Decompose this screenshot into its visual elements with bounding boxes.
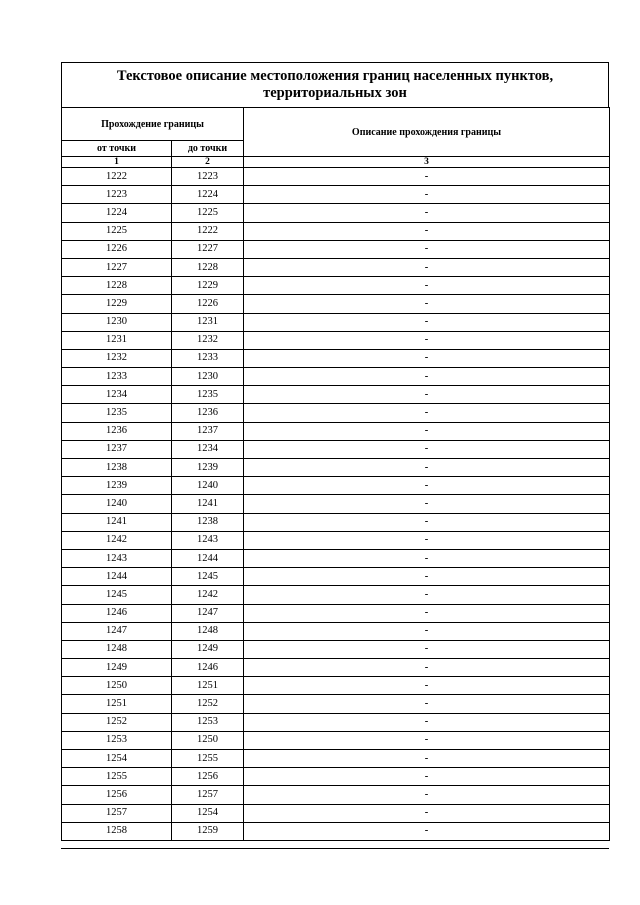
description-cell: -	[244, 731, 610, 749]
page-bottom-rule	[61, 848, 609, 849]
description-cell: -	[244, 495, 610, 513]
column-number-1: 1	[62, 157, 172, 168]
title-line-2: территориальных зон	[263, 85, 407, 101]
from-point-cell: 1250	[62, 677, 172, 695]
description-cell: -	[244, 822, 610, 840]
table-row	[62, 531, 610, 549]
from-point-cell: 1224	[62, 204, 172, 222]
description-cell: -	[244, 695, 610, 713]
to-point-cell: 1240	[172, 477, 244, 495]
from-point-cell: 1243	[62, 549, 172, 567]
to-point-cell: 1233	[172, 349, 244, 367]
table-row	[62, 695, 610, 713]
from-point-cell: 1246	[62, 604, 172, 622]
to-point-cell: 1236	[172, 404, 244, 422]
table-row	[62, 204, 610, 222]
to-point-cell: 1254	[172, 804, 244, 822]
table-row	[62, 240, 610, 258]
from-point-cell: 1252	[62, 713, 172, 731]
description-cell: -	[244, 640, 610, 658]
from-point-cell: 1242	[62, 531, 172, 549]
from-point-cell: 1245	[62, 586, 172, 604]
description-cell: -	[244, 786, 610, 804]
title-line-1: Текстовое описание местоположения границ населенных пунктов,	[116, 68, 554, 84]
table-row	[62, 313, 610, 331]
from-point-cell: 1251	[62, 695, 172, 713]
description-cell: -	[244, 168, 610, 186]
description-cell: -	[244, 258, 610, 276]
to-point-cell: 1246	[172, 659, 244, 677]
description-cell: -	[244, 368, 610, 386]
table-row	[62, 822, 610, 840]
from-point-cell: 1227	[62, 258, 172, 276]
to-point-cell: 1234	[172, 440, 244, 458]
from-point-cell: 1241	[62, 513, 172, 531]
description-cell: -	[244, 531, 610, 549]
to-point-cell: 1251	[172, 677, 244, 695]
description-cell: -	[244, 295, 610, 313]
from-point-cell: 1236	[62, 422, 172, 440]
from-point-cell: 1223	[62, 186, 172, 204]
description-cell: -	[244, 404, 610, 422]
table-row	[62, 768, 610, 786]
boundary-passage-header: Прохождение границы	[62, 108, 244, 141]
from-point-cell: 1231	[62, 331, 172, 349]
table-row	[62, 295, 610, 313]
table-row	[62, 349, 610, 367]
table-row	[62, 549, 610, 567]
from-point-cell: 1254	[62, 750, 172, 768]
to-point-cell: 1256	[172, 768, 244, 786]
description-header: Описание прохождения границы	[244, 108, 610, 157]
description-cell: -	[244, 277, 610, 295]
to-point-cell: 1222	[172, 222, 244, 240]
table-row	[62, 750, 610, 768]
to-point-cell: 1247	[172, 604, 244, 622]
table-row	[62, 713, 610, 731]
to-point-cell: 1249	[172, 640, 244, 658]
table-row	[62, 786, 610, 804]
to-point-cell: 1229	[172, 277, 244, 295]
from-point-cell: 1237	[62, 440, 172, 458]
from-point-cell: 1225	[62, 222, 172, 240]
from-point-cell: 1239	[62, 477, 172, 495]
from-point-cell: 1230	[62, 313, 172, 331]
table-row	[62, 477, 610, 495]
to-point-cell: 1227	[172, 240, 244, 258]
from-point-cell: 1229	[62, 295, 172, 313]
table-row	[62, 640, 610, 658]
to-point-cell: 1259	[172, 822, 244, 840]
table-body	[62, 168, 610, 841]
description-cell: -	[244, 549, 610, 567]
from-point-cell: 1226	[62, 240, 172, 258]
description-cell: -	[244, 349, 610, 367]
from-point-cell: 1240	[62, 495, 172, 513]
description-cell: -	[244, 677, 610, 695]
table-row	[62, 258, 610, 276]
description-cell: -	[244, 659, 610, 677]
to-point-cell: 1242	[172, 586, 244, 604]
to-point-header: до точки	[172, 141, 244, 157]
table-row	[62, 422, 610, 440]
to-point-cell: 1225	[172, 204, 244, 222]
from-point-cell: 1248	[62, 640, 172, 658]
table-row	[62, 368, 610, 386]
to-point-cell: 1228	[172, 258, 244, 276]
from-point-cell: 1232	[62, 349, 172, 367]
to-point-cell: 1231	[172, 313, 244, 331]
description-cell: -	[244, 331, 610, 349]
table-row	[62, 659, 610, 677]
description-cell: -	[244, 604, 610, 622]
to-point-cell: 1244	[172, 549, 244, 567]
from-point-cell: 1257	[62, 804, 172, 822]
description-cell: -	[244, 713, 610, 731]
table-row	[62, 568, 610, 586]
from-point-cell: 1234	[62, 386, 172, 404]
description-cell: -	[244, 622, 610, 640]
to-point-cell: 1223	[172, 168, 244, 186]
description-cell: -	[244, 750, 610, 768]
description-cell: -	[244, 240, 610, 258]
document-title	[61, 62, 609, 107]
description-cell: -	[244, 422, 610, 440]
description-cell: -	[244, 222, 610, 240]
table-row	[62, 622, 610, 640]
table-row	[62, 277, 610, 295]
to-point-cell: 1226	[172, 295, 244, 313]
description-cell: -	[244, 386, 610, 404]
table-row	[62, 731, 610, 749]
to-point-cell: 1243	[172, 531, 244, 549]
from-point-cell: 1255	[62, 768, 172, 786]
to-point-cell: 1238	[172, 513, 244, 531]
to-point-cell: 1255	[172, 750, 244, 768]
to-point-cell: 1252	[172, 695, 244, 713]
from-point-cell: 1258	[62, 822, 172, 840]
to-point-cell: 1241	[172, 495, 244, 513]
table-row	[62, 186, 610, 204]
from-point-cell: 1244	[62, 568, 172, 586]
from-point-cell: 1222	[62, 168, 172, 186]
table-row	[62, 513, 610, 531]
from-point-header: от точки	[62, 141, 172, 157]
description-cell: -	[244, 459, 610, 477]
to-point-cell: 1253	[172, 713, 244, 731]
table-row	[62, 677, 610, 695]
description-cell: -	[244, 513, 610, 531]
to-point-cell: 1235	[172, 386, 244, 404]
to-point-cell: 1230	[172, 368, 244, 386]
from-point-cell: 1256	[62, 786, 172, 804]
from-point-cell: 1253	[62, 731, 172, 749]
description-cell: -	[244, 586, 610, 604]
to-point-cell: 1245	[172, 568, 244, 586]
table-row	[62, 440, 610, 458]
description-cell: -	[244, 186, 610, 204]
to-point-cell: 1250	[172, 731, 244, 749]
from-point-cell: 1235	[62, 404, 172, 422]
to-point-cell: 1232	[172, 331, 244, 349]
description-cell: -	[244, 313, 610, 331]
to-point-cell: 1237	[172, 422, 244, 440]
table-row	[62, 459, 610, 477]
table-row	[62, 586, 610, 604]
to-point-cell: 1224	[172, 186, 244, 204]
from-point-cell: 1228	[62, 277, 172, 295]
description-cell: -	[244, 477, 610, 495]
to-point-cell: 1248	[172, 622, 244, 640]
to-point-cell: 1257	[172, 786, 244, 804]
column-number-2: 2	[172, 157, 244, 168]
table-row	[62, 404, 610, 422]
from-point-cell: 1249	[62, 659, 172, 677]
description-cell: -	[244, 568, 610, 586]
boundary-table	[61, 107, 610, 841]
description-cell: -	[244, 804, 610, 822]
table-row	[62, 331, 610, 349]
description-cell: -	[244, 768, 610, 786]
table-row	[62, 604, 610, 622]
description-cell: -	[244, 440, 610, 458]
from-point-cell: 1247	[62, 622, 172, 640]
table-row	[62, 495, 610, 513]
from-point-cell: 1238	[62, 459, 172, 477]
description-cell: -	[244, 204, 610, 222]
from-point-cell: 1233	[62, 368, 172, 386]
table-row	[62, 168, 610, 186]
table-row	[62, 222, 610, 240]
column-number-3: 3	[244, 157, 610, 168]
to-point-cell: 1239	[172, 459, 244, 477]
table-row	[62, 386, 610, 404]
table-row	[62, 804, 610, 822]
document-sheet	[61, 62, 609, 841]
